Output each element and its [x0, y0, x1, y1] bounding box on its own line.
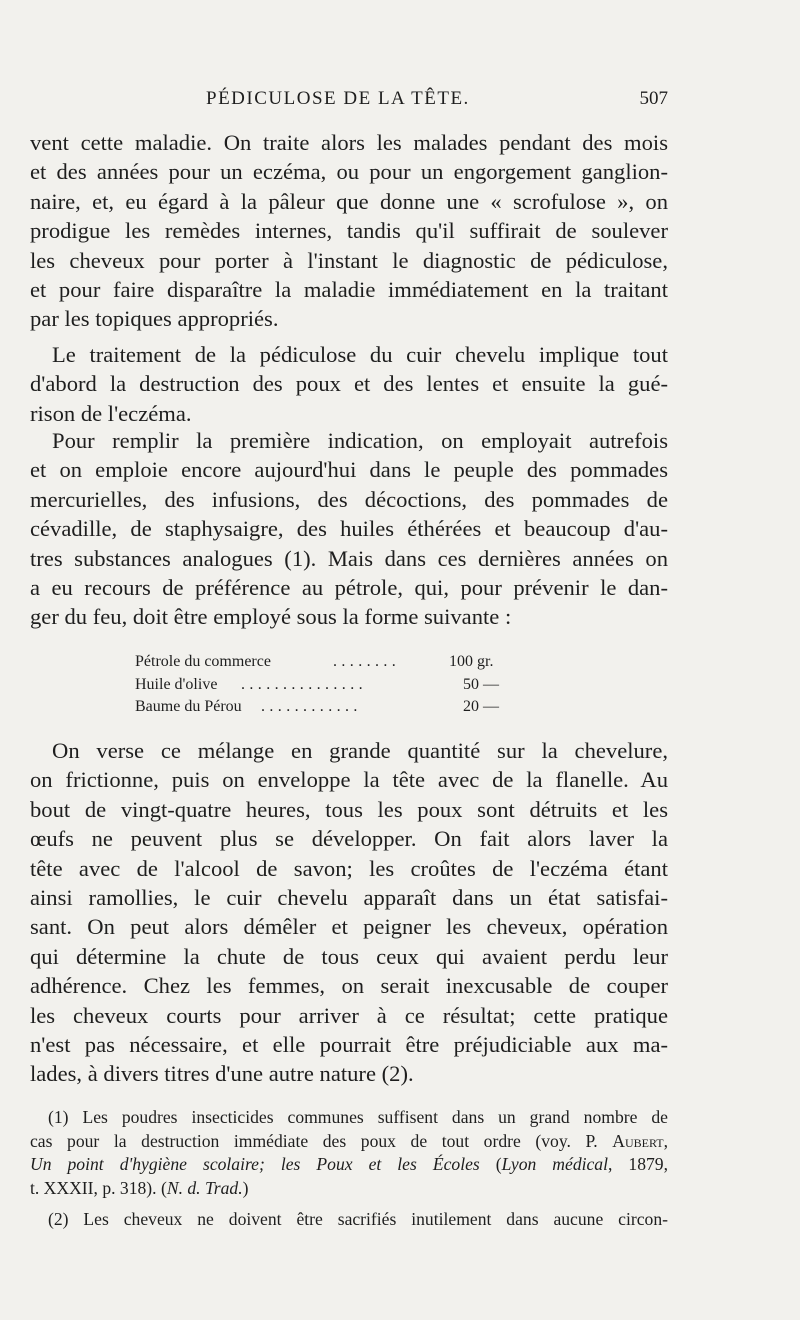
- ingredient-quantity: 100 gr.: [449, 653, 494, 670]
- text-line: rison de l'eczéma.: [30, 400, 192, 426]
- text-line: qui détermine la chute de tous ceux qui avaient perdu leur: [30, 943, 668, 969]
- paragraph-4: [30, 736, 668, 1089]
- formula-row: [135, 696, 535, 719]
- ingredient-name: Baume du Pérou: [135, 698, 242, 715]
- ingredient-name: Huile d'olive: [135, 675, 218, 693]
- footnote-1: [30, 1106, 668, 1200]
- text-line: Pour remplir la première indication, on employait autrefois: [52, 428, 668, 453]
- page-number: 507: [639, 88, 668, 109]
- translator-note: N. d. Trad.: [166, 1177, 243, 1198]
- text-line: On verse ce mélange en grande quantité sur la chevelure,: [52, 738, 668, 763]
- ingredient-quantity: 50 —: [463, 675, 499, 693]
- text-line: vent cette maladie. On traite alors les malades pendant des mois: [30, 130, 668, 155]
- leader-dots: ........: [333, 653, 401, 670]
- footnote-line: (1) Les poudres insecticides communes suffisent dans un grand nombre de: [48, 1107, 668, 1127]
- text-line: et des années pour un eczéma, ou pour un engorgement ganglion-: [30, 159, 668, 185]
- footnote-2: [30, 1208, 668, 1232]
- text-line: ainsi ramollies, le cuir chevelu apparaît dans un état satisfai-: [30, 885, 668, 911]
- work-title: Un point d'hygiène scolaire; les Poux et les Écoles: [30, 1154, 480, 1175]
- author-name: Aubert: [612, 1130, 664, 1151]
- journal-title: Lyon médical: [501, 1154, 608, 1175]
- text-line: sant. On peut alors démêler et peigner les cheveux, opération: [30, 914, 668, 940]
- leader-dots: ...............: [241, 675, 367, 693]
- text-line: bout de vingt-quatre heures, tous les poux sont détruits et les: [30, 796, 668, 822]
- footnote-line: [30, 1153, 668, 1177]
- text-line: et pour faire disparaître la maladie immédiatement en la traitant: [30, 277, 668, 303]
- leader-dots: ............: [261, 698, 362, 715]
- footnote-text: ,: [663, 1130, 668, 1151]
- footnotes: [30, 1106, 668, 1232]
- text-line: d'abord la destruction des poux et des lentes et ensuite la gué-: [30, 371, 668, 397]
- footnote-text: cas pour la destruction immédiate des poux de tout ordre (voy. P.: [30, 1130, 613, 1151]
- text-line: les cheveux courts pour arriver à ce résultat; cette pratique: [30, 1002, 668, 1028]
- paragraph-2: [30, 340, 668, 428]
- text-line: a eu recours de préférence au pétrole, qui, pour prévenir le dan-: [30, 575, 668, 601]
- footnote-text: (: [479, 1154, 502, 1175]
- footnote-text: , 1879,: [608, 1154, 668, 1175]
- footnote-line: (2) Les cheveux ne doivent être sacrifiés inutilement dans aucune circon-: [48, 1209, 668, 1230]
- footnote-line: [30, 1130, 668, 1154]
- running-title: PÉDICULOSE DE LA TÊTE.: [206, 88, 470, 109]
- text-line: les cheveux pour porter à l'instant le diagnostic de pédiculose,: [30, 247, 668, 273]
- text-line: lades, à divers titres d'une autre nature (2).: [30, 1061, 414, 1087]
- text-line: cévadille, de staphysaigre, des huiles éthérées et beaucoup d'au-: [30, 516, 668, 542]
- text-line: mercurielles, des infusions, des décoctions, des pommades de: [30, 486, 668, 512]
- text-line: naire, et, eu égard à la pâleur que donne une « scrofulose », on: [30, 188, 668, 214]
- text-line: tres substances analogues (1). Mais dans ces dernières années on: [30, 545, 668, 571]
- ingredient-name: Pétrole du commerce: [135, 653, 271, 670]
- text-line: on frictionne, puis on enveloppe la tête avec de la flanelle. Au: [30, 767, 668, 793]
- text-line: adhérence. Chez les femmes, on serait inexcusable de couper: [30, 973, 668, 999]
- footnote-text: ): [242, 1177, 249, 1198]
- formula-table: [135, 651, 535, 719]
- text-line: prodigue les remèdes internes, tandis qu'il suffirait de soulever: [30, 218, 668, 244]
- text-line: par les topiques appropriés.: [30, 306, 279, 332]
- text-line: ger du feu, doit être employé sous la forme suivante :: [30, 604, 512, 630]
- text-line: et on emploie encore aujourd'hui dans le peuple des pommades: [30, 457, 668, 483]
- running-header: [30, 88, 668, 116]
- text-line: tête avec de l'alcool de savon; les croûtes de l'eczéma étant: [30, 855, 668, 881]
- paragraph-1: [30, 128, 668, 334]
- text-line: œufs ne peuvent plus se développer. On fait alors laver la: [30, 826, 668, 852]
- formula-row: [135, 651, 535, 674]
- footnote-text: t. XXXII, p. 318). (: [30, 1177, 167, 1198]
- text-line: n'est pas nécessaire, et elle pourrait être préjudiciable aux ma-: [30, 1032, 668, 1058]
- text-line: Le traitement de la pédiculose du cuir chevelu implique tout: [52, 342, 668, 367]
- formula-row: [135, 674, 535, 697]
- footnote-line: [30, 1177, 668, 1201]
- ingredient-quantity: 20 —: [463, 698, 499, 715]
- book-page: [30, 0, 668, 1320]
- paragraph-3: [30, 426, 668, 632]
